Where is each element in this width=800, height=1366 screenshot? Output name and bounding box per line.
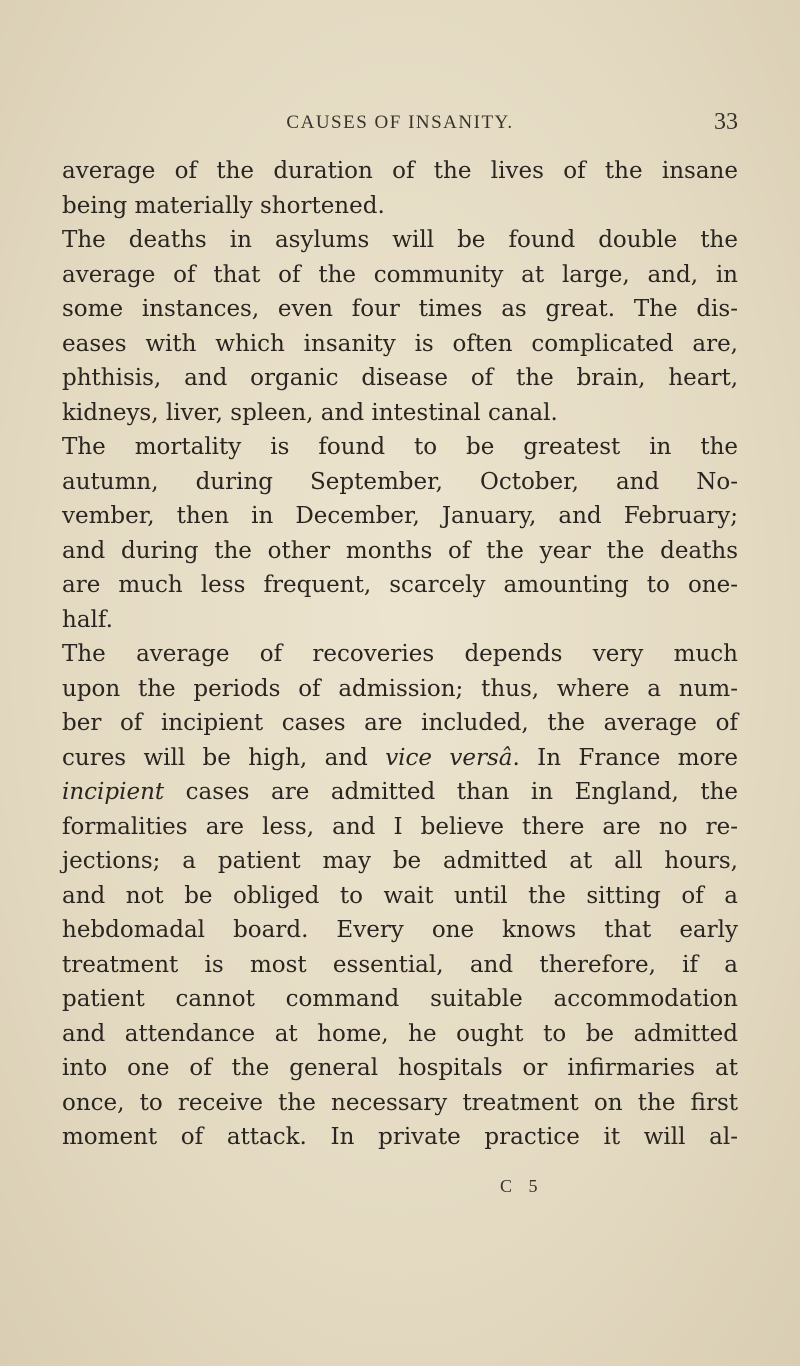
text-line: patient cannot command suitable accommodation xyxy=(62,986,738,1012)
text-line: cures will be high, and vice versâ. In France more xyxy=(62,744,738,771)
text-line: upon the periods of admission; thus, where a num- xyxy=(62,675,738,702)
text-line: The mortality is found to be greatest in the xyxy=(62,434,738,460)
text-line: being materially shortened. xyxy=(62,192,385,219)
text-line: average of that of the community at large, and, in xyxy=(62,261,738,288)
running-head xyxy=(62,109,738,136)
text-line: eases with which insanity is often complicated are, xyxy=(62,330,738,357)
text-line: autumn, during September, October, and No- xyxy=(62,468,738,495)
signature-mark: C 5 xyxy=(500,1176,544,1196)
text-line: ber of incipient cases are included, the average of xyxy=(62,710,738,736)
text-line: are much less frequent, scarcely amounting to one- xyxy=(62,572,738,598)
text-line: half. xyxy=(62,606,113,633)
text-line: and during the other months of the year the deaths xyxy=(62,537,738,564)
page-number: 33 xyxy=(714,109,738,135)
text-line: hebdomadal board. Every one knows that early xyxy=(62,917,738,943)
text-line: incipient cases are admitted than in England, the xyxy=(62,779,738,805)
text-line: and not be obliged to wait until the sitting of a xyxy=(62,882,738,909)
text-line: phthisis, and organic disease of the brain, heart, xyxy=(62,365,738,391)
text-line: vember, then in December, January, and February; xyxy=(62,503,738,529)
text-line: The average of recoveries depends very much xyxy=(62,641,738,667)
text-line: The deaths in asylums will be found double the xyxy=(62,227,738,253)
text-line: once, to receive the necessary treatment on the first xyxy=(62,1089,738,1116)
text-line: some instances, even four times as great. The dis- xyxy=(62,296,738,322)
body-text xyxy=(62,154,738,1155)
text-line: average of the duration of the lives of the insane xyxy=(62,158,738,184)
text-line: jections; a patient may be admitted at all hours, xyxy=(62,848,738,874)
text-line: moment of attack. In private practice it will al- xyxy=(62,1124,738,1150)
text-line: formalities are less, and I believe there are no re- xyxy=(62,813,738,840)
text-line: and attendance at home, he ought to be admitted xyxy=(62,1020,738,1047)
running-title: CAUSES OF INSANITY. xyxy=(286,112,514,133)
text-line: kidneys, liver, spleen, and intestinal canal. xyxy=(62,399,558,426)
text-line: into one of the general hospitals or infirmaries at xyxy=(62,1055,738,1081)
text-line: treatment is most essential, and therefore, if a xyxy=(62,951,738,978)
